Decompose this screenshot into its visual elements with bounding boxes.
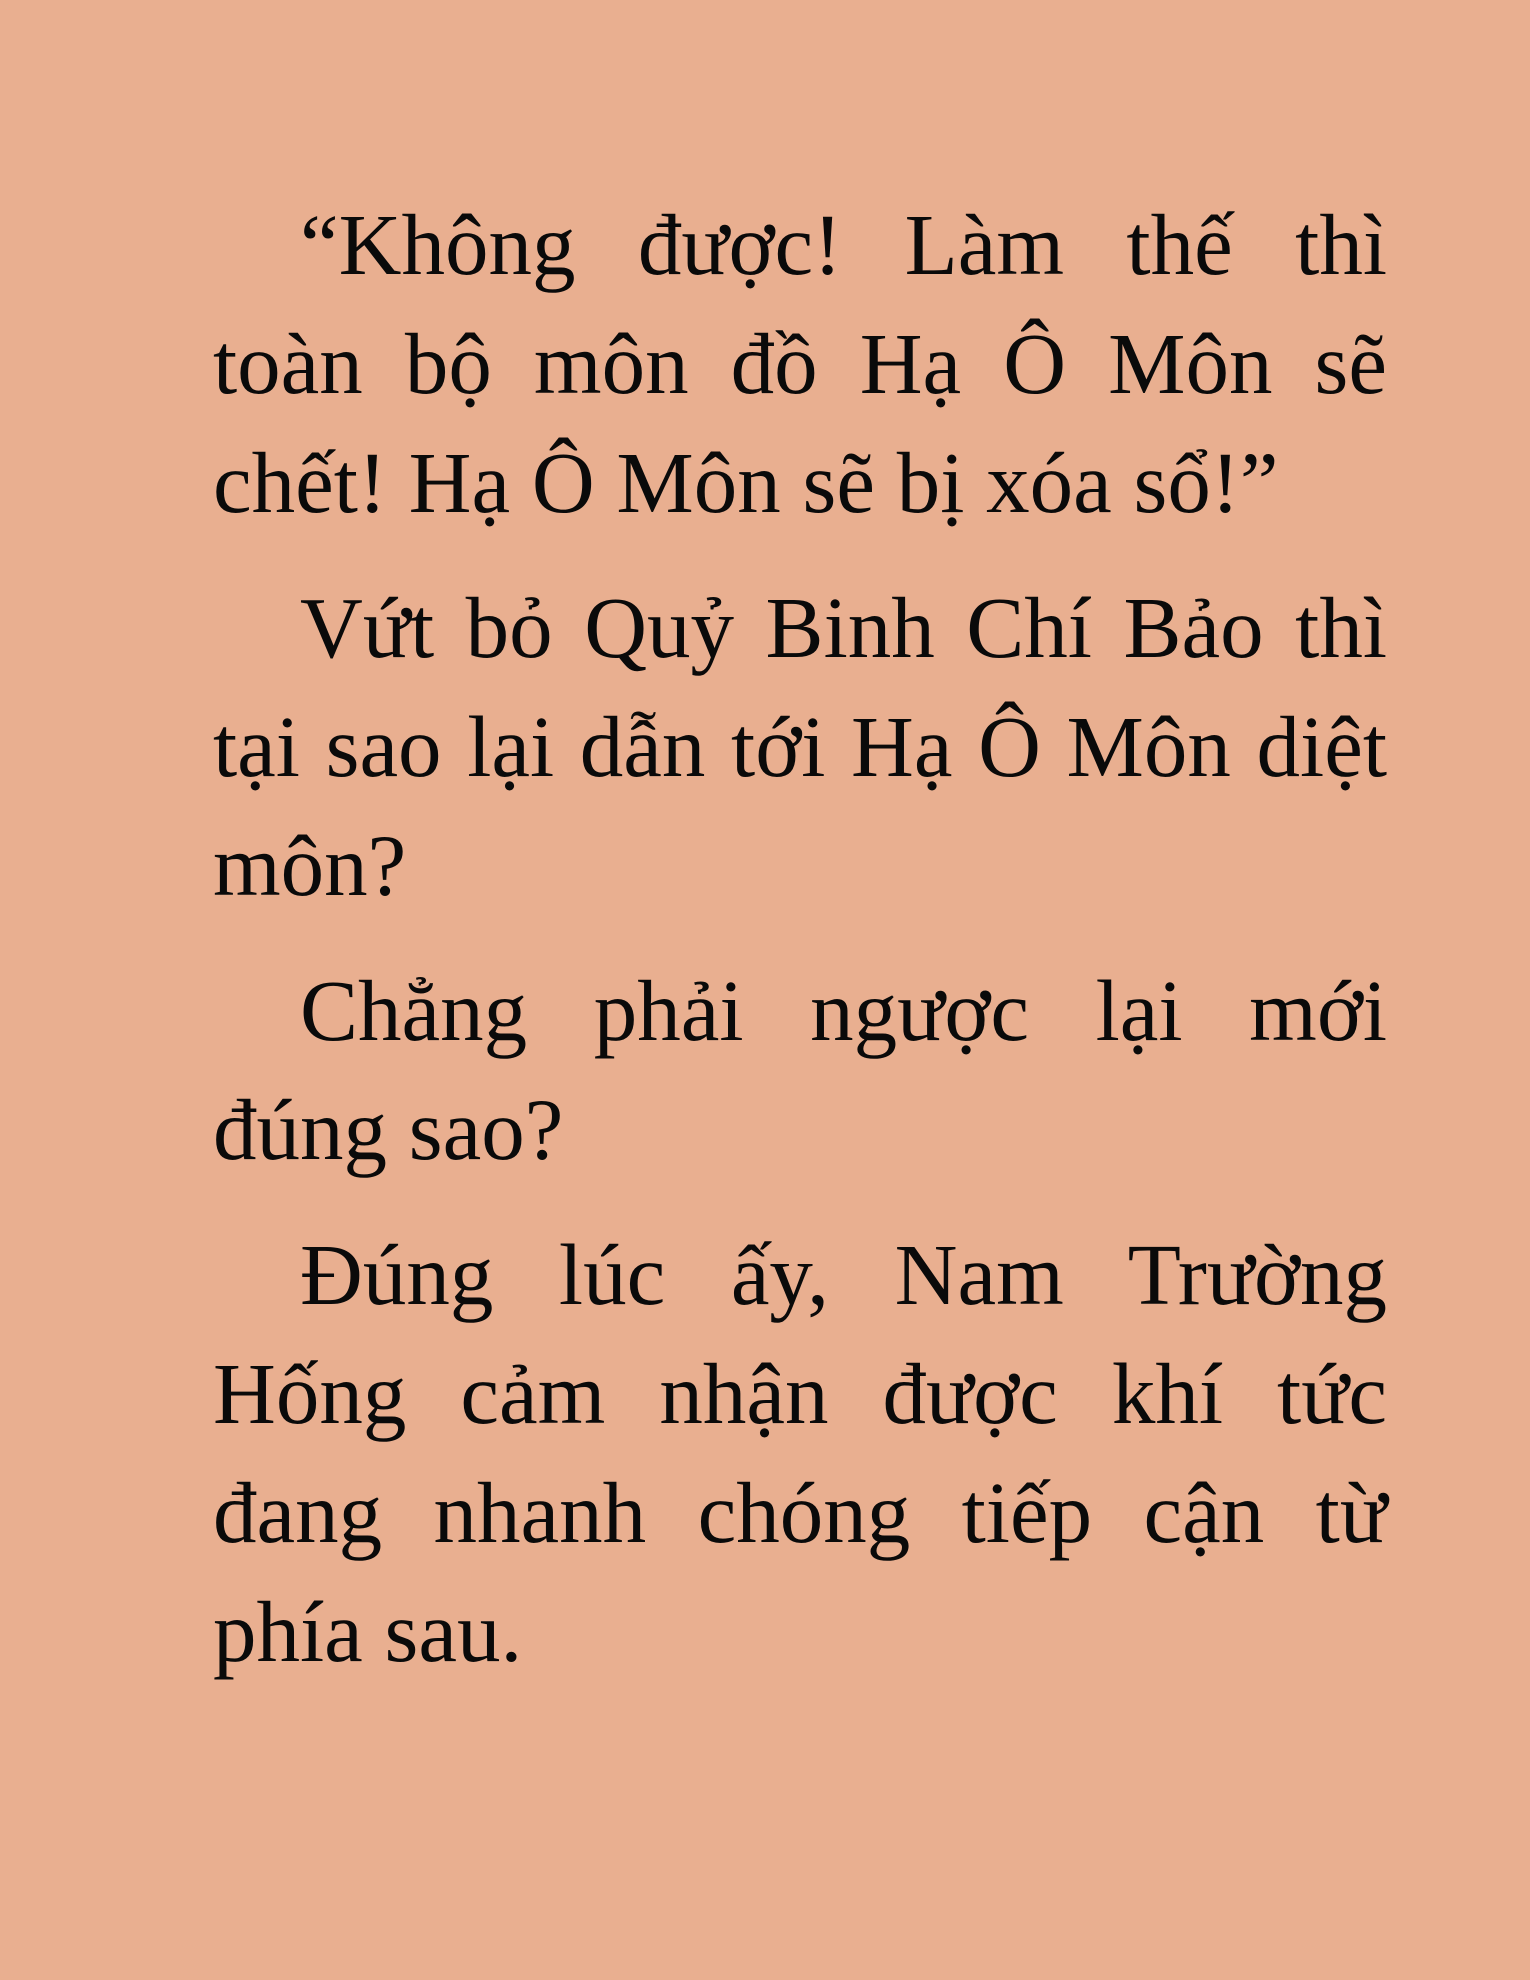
- story-text: [213, 185, 1387, 1717]
- paragraph-2: Vứt bỏ Quỷ Binh Chí Bảo thì tại sao lại dẫn tới Hạ Ô Môn diệt môn?: [213, 579, 1387, 914]
- paragraph-3: Chẳng phải ngược lại mới đúng sao?: [213, 962, 1387, 1178]
- paragraph-1: “Không được! Làm thế thì toàn bộ môn đồ Hạ Ô Môn sẽ chết! Hạ Ô Môn sẽ bị xóa sổ!”: [213, 196, 1387, 531]
- paragraph-4: Đúng lúc ấy, Nam Trường Hống cảm nhận được khí tức đang nhanh chóng tiếp cận từ phía sau.: [213, 1226, 1387, 1680]
